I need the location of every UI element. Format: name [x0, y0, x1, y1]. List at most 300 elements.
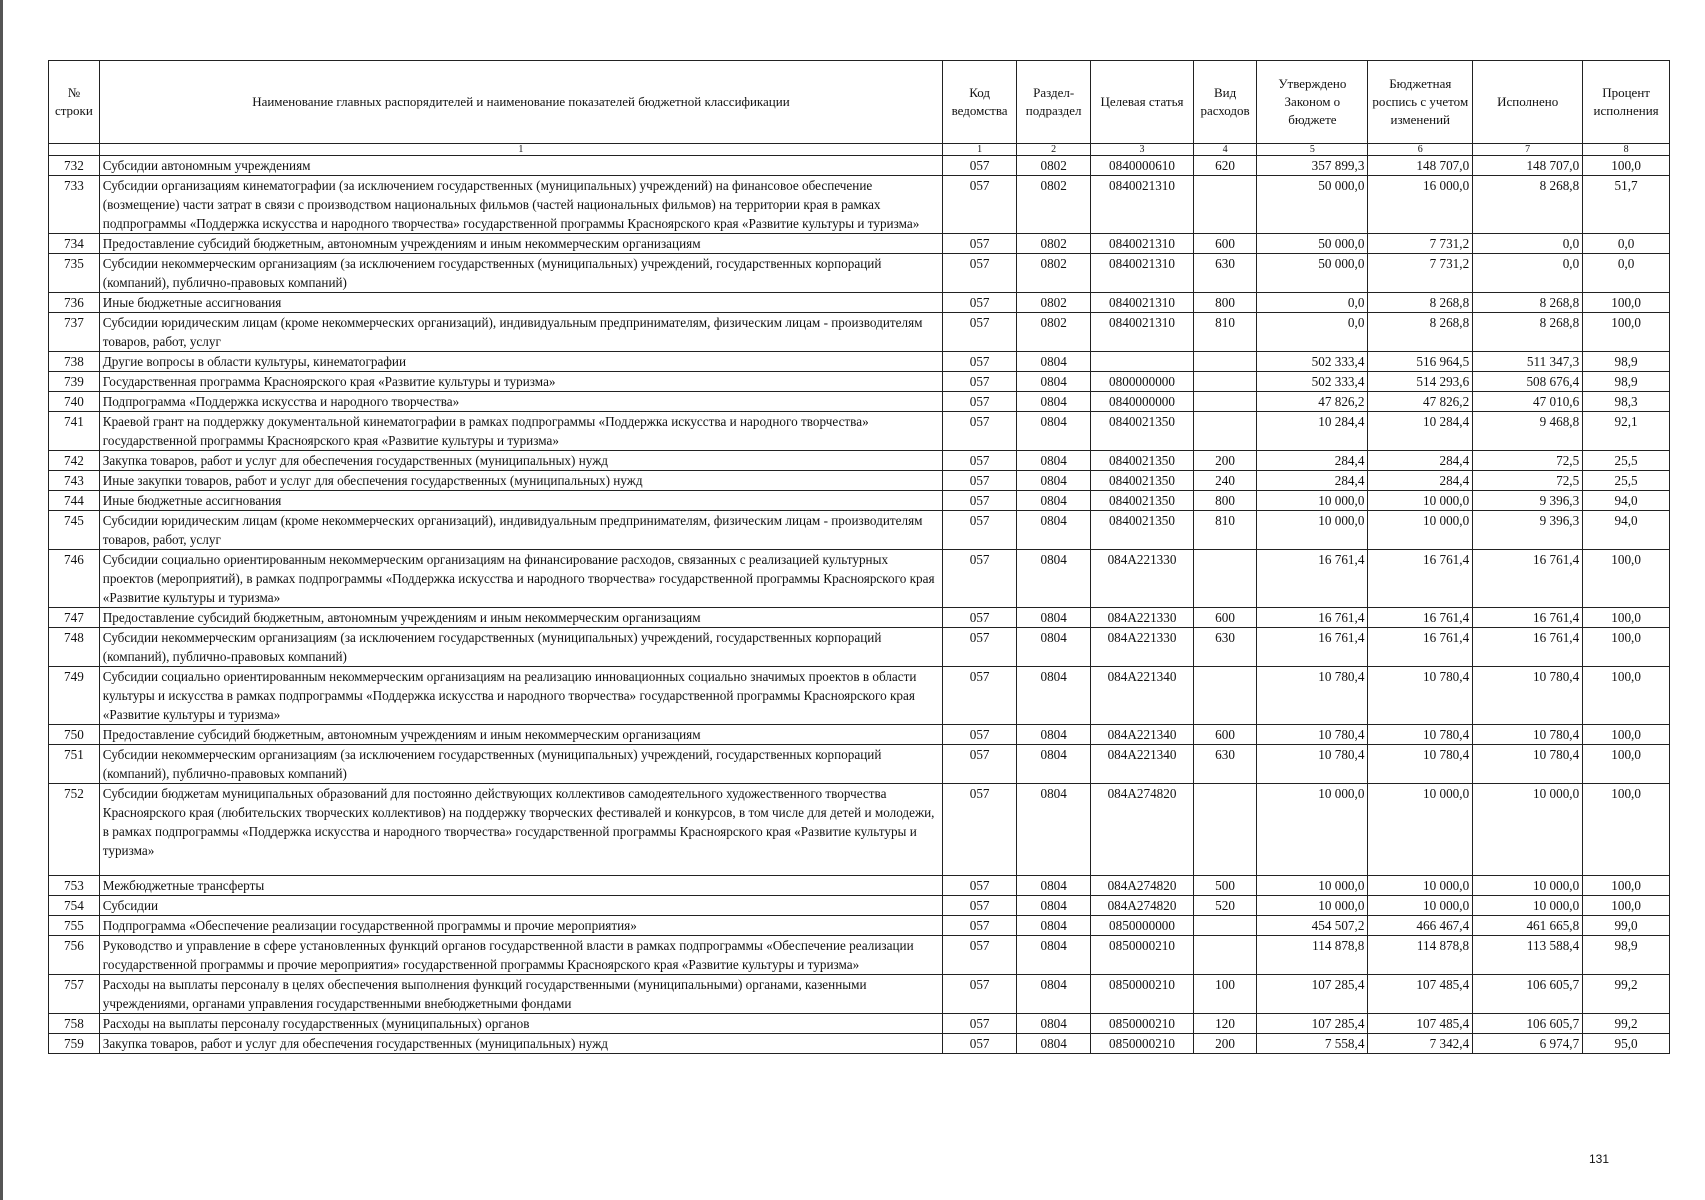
percent-executed: 100,0 — [1583, 745, 1670, 784]
target-article: 0850000210 — [1091, 1014, 1194, 1034]
row-number: 749 — [49, 667, 100, 725]
budget-amount: 10 780,4 — [1368, 745, 1473, 784]
header-cell: Процент исполнения — [1583, 61, 1670, 144]
expense-type: 630 — [1193, 254, 1256, 293]
approved-amount: 284,4 — [1257, 471, 1368, 491]
expense-type: 630 — [1193, 745, 1256, 784]
header-row — [49, 61, 1670, 144]
budget-amount: 8 268,8 — [1368, 293, 1473, 313]
executed-amount: 16 761,4 — [1473, 628, 1583, 667]
dept-code: 057 — [943, 876, 1017, 896]
budget-amount: 7 731,2 — [1368, 254, 1473, 293]
table-row — [49, 628, 1670, 667]
table-row — [49, 293, 1670, 313]
percent-executed: 100,0 — [1583, 667, 1670, 725]
budget-amount: 284,4 — [1368, 471, 1473, 491]
dept-code: 057 — [943, 936, 1017, 975]
column-number: 5 — [1257, 144, 1368, 156]
row-name: Расходы на выплаты персоналу в целях обеспечения выполнения функций государственными (муниципальными) органами, казенными учреждениями, органами управления государственными внебюджетными фондами — [99, 975, 942, 1014]
expense-type — [1193, 784, 1256, 876]
row-name: Подпрограмма «Поддержка искусства и народного творчества» — [99, 392, 942, 412]
percent-executed: 0,0 — [1583, 234, 1670, 254]
executed-amount: 106 605,7 — [1473, 1014, 1583, 1034]
table-row — [49, 176, 1670, 234]
table-row — [49, 156, 1670, 176]
row-number: 754 — [49, 896, 100, 916]
executed-amount: 10 000,0 — [1473, 876, 1583, 896]
table-row — [49, 412, 1670, 451]
dept-code: 057 — [943, 784, 1017, 876]
budget-amount: 8 268,8 — [1368, 313, 1473, 352]
expense-type: 520 — [1193, 896, 1256, 916]
section-code: 0804 — [1017, 725, 1091, 745]
expense-type — [1193, 352, 1256, 372]
budget-amount: 7 731,2 — [1368, 234, 1473, 254]
section-code: 0804 — [1017, 784, 1091, 876]
expense-type: 630 — [1193, 628, 1256, 667]
table-row — [49, 511, 1670, 550]
target-article: 084А221330 — [1091, 628, 1194, 667]
row-number: 743 — [49, 471, 100, 491]
section-code: 0804 — [1017, 412, 1091, 451]
approved-amount: 0,0 — [1257, 293, 1368, 313]
approved-amount: 10 780,4 — [1257, 667, 1368, 725]
dept-code: 057 — [943, 1014, 1017, 1034]
dept-code: 057 — [943, 352, 1017, 372]
executed-amount: 10 000,0 — [1473, 896, 1583, 916]
row-number: 739 — [49, 372, 100, 392]
row-name: Иные бюджетные ассигнования — [99, 293, 942, 313]
budget-amount: 107 485,4 — [1368, 975, 1473, 1014]
executed-amount: 72,5 — [1473, 471, 1583, 491]
percent-executed: 100,0 — [1583, 784, 1670, 876]
section-code: 0804 — [1017, 628, 1091, 667]
row-number: 737 — [49, 313, 100, 352]
target-article: 0840000000 — [1091, 392, 1194, 412]
approved-amount: 10 780,4 — [1257, 725, 1368, 745]
row-name: Субсидии некоммерческим организациям (за исключением государственных (муниципальных) учреждений, государственных корпораций (компаний), публично-правовых компаний) — [99, 745, 942, 784]
table-row — [49, 451, 1670, 471]
row-name: Иные бюджетные ассигнования — [99, 491, 942, 511]
dept-code: 057 — [943, 451, 1017, 471]
target-article: 084А221330 — [1091, 608, 1194, 628]
dept-code: 057 — [943, 491, 1017, 511]
section-code: 0804 — [1017, 936, 1091, 975]
row-number: 735 — [49, 254, 100, 293]
table-row — [49, 896, 1670, 916]
dept-code: 057 — [943, 156, 1017, 176]
row-number: 738 — [49, 352, 100, 372]
target-article: 0840021350 — [1091, 471, 1194, 491]
expense-type: 600 — [1193, 608, 1256, 628]
row-number: 747 — [49, 608, 100, 628]
dept-code: 057 — [943, 550, 1017, 608]
approved-amount: 10 000,0 — [1257, 876, 1368, 896]
dept-code: 057 — [943, 975, 1017, 1014]
executed-amount: 508 676,4 — [1473, 372, 1583, 392]
column-number: 7 — [1473, 144, 1583, 156]
table-row — [49, 667, 1670, 725]
budget-amount: 10 284,4 — [1368, 412, 1473, 451]
row-number: 733 — [49, 176, 100, 234]
target-article: 084А274820 — [1091, 876, 1194, 896]
executed-amount: 10 780,4 — [1473, 667, 1583, 725]
approved-amount: 50 000,0 — [1257, 254, 1368, 293]
percent-executed: 100,0 — [1583, 896, 1670, 916]
expense-type — [1193, 372, 1256, 392]
approved-amount: 50 000,0 — [1257, 176, 1368, 234]
executed-amount: 10 000,0 — [1473, 784, 1583, 876]
section-code: 0804 — [1017, 372, 1091, 392]
expense-type — [1193, 176, 1256, 234]
budget-amount: 16 761,4 — [1368, 628, 1473, 667]
section-code: 0804 — [1017, 916, 1091, 936]
approved-amount: 50 000,0 — [1257, 234, 1368, 254]
section-code: 0804 — [1017, 352, 1091, 372]
table-row — [49, 876, 1670, 896]
section-code: 0804 — [1017, 975, 1091, 1014]
section-code: 0802 — [1017, 176, 1091, 234]
section-code: 0804 — [1017, 471, 1091, 491]
budget-amount: 10 000,0 — [1368, 784, 1473, 876]
row-number: 758 — [49, 1014, 100, 1034]
table-row — [49, 916, 1670, 936]
expense-type — [1193, 550, 1256, 608]
table-row — [49, 550, 1670, 608]
row-name: Субсидии бюджетам муниципальных образований для постоянно действующих коллективов самодеятельного художественного творчества Красноярского края (любительских творческих коллективов) на поддержку творческих фестивалей и конкурсов, в том числе для детей и молодежи, в рамках подпрограммы «Поддержка искусства и народного творчества» государственной программы Красноярского края «Развитие культуры и туризма» — [99, 784, 942, 876]
row-name: Руководство и управление в сфере установленных функций органов государственной власти в рамках подпрограммы «Обеспечение реализации государственной программы и прочие мероприятия» государственной программы Красноярского края «Развитие культуры и туризма» — [99, 936, 942, 975]
executed-amount: 8 268,8 — [1473, 313, 1583, 352]
header-cell: Утверждено Законом о бюджете — [1257, 61, 1368, 144]
header-cell: Исполнено — [1473, 61, 1583, 144]
dept-code: 057 — [943, 412, 1017, 451]
row-number: 744 — [49, 491, 100, 511]
approved-amount: 357 899,3 — [1257, 156, 1368, 176]
percent-executed: 95,0 — [1583, 1034, 1670, 1054]
approved-amount: 47 826,2 — [1257, 392, 1368, 412]
target-article: 0840021310 — [1091, 234, 1194, 254]
row-name: Субсидии юридическим лицам (кроме некоммерческих организаций), индивидуальным предпринимателям, физическим лицам - производителям товаров, работ, услуг — [99, 511, 942, 550]
budget-amount: 7 342,4 — [1368, 1034, 1473, 1054]
section-code: 0804 — [1017, 667, 1091, 725]
row-number: 741 — [49, 412, 100, 451]
target-article: 0840021310 — [1091, 313, 1194, 352]
percent-executed: 100,0 — [1583, 293, 1670, 313]
executed-amount: 461 665,8 — [1473, 916, 1583, 936]
row-number: 759 — [49, 1034, 100, 1054]
executed-amount: 148 707,0 — [1473, 156, 1583, 176]
row-number: 736 — [49, 293, 100, 313]
target-article: 084А221340 — [1091, 725, 1194, 745]
column-number-row — [49, 144, 1670, 156]
percent-executed: 100,0 — [1583, 725, 1670, 745]
budget-amount: 514 293,6 — [1368, 372, 1473, 392]
table-row — [49, 1014, 1670, 1034]
budget-amount: 10 000,0 — [1368, 511, 1473, 550]
header-cell: Наименование главных распорядителей и наименование показателей бюджетной классификации — [99, 61, 942, 144]
row-name: Государственная программа Красноярского края «Развитие культуры и туризма» — [99, 372, 942, 392]
percent-executed: 100,0 — [1583, 550, 1670, 608]
table-row — [49, 471, 1670, 491]
target-article: 0850000000 — [1091, 916, 1194, 936]
percent-executed: 51,7 — [1583, 176, 1670, 234]
row-number: 750 — [49, 725, 100, 745]
target-article — [1091, 352, 1194, 372]
row-name: Подпрограмма «Обеспечение реализации государственной программы и прочие мероприятия» — [99, 916, 942, 936]
percent-executed: 98,9 — [1583, 936, 1670, 975]
dept-code: 057 — [943, 628, 1017, 667]
percent-executed: 100,0 — [1583, 608, 1670, 628]
approved-amount: 10 000,0 — [1257, 491, 1368, 511]
budget-amount: 516 964,5 — [1368, 352, 1473, 372]
table-row — [49, 784, 1670, 876]
target-article: 0850000210 — [1091, 1034, 1194, 1054]
expense-type — [1193, 916, 1256, 936]
expense-type: 800 — [1193, 491, 1256, 511]
dept-code: 057 — [943, 745, 1017, 784]
target-article: 0800000000 — [1091, 372, 1194, 392]
percent-executed: 98,9 — [1583, 372, 1670, 392]
section-code: 0804 — [1017, 1014, 1091, 1034]
dept-code: 057 — [943, 254, 1017, 293]
budget-amount: 466 467,4 — [1368, 916, 1473, 936]
row-number: 753 — [49, 876, 100, 896]
table-row — [49, 725, 1670, 745]
approved-amount: 10 000,0 — [1257, 511, 1368, 550]
row-name: Субсидии автономным учреждениям — [99, 156, 942, 176]
table-row — [49, 313, 1670, 352]
dept-code: 057 — [943, 896, 1017, 916]
budget-amount: 16 761,4 — [1368, 608, 1473, 628]
percent-executed: 98,9 — [1583, 352, 1670, 372]
target-article: 0840000610 — [1091, 156, 1194, 176]
dept-code: 057 — [943, 372, 1017, 392]
budget-amount: 47 826,2 — [1368, 392, 1473, 412]
executed-amount: 16 761,4 — [1473, 550, 1583, 608]
dept-code: 057 — [943, 293, 1017, 313]
row-number: 752 — [49, 784, 100, 876]
expense-type: 200 — [1193, 1034, 1256, 1054]
budget-amount: 148 707,0 — [1368, 156, 1473, 176]
percent-executed: 100,0 — [1583, 876, 1670, 896]
expense-type: 810 — [1193, 511, 1256, 550]
budget-amount: 10 780,4 — [1368, 725, 1473, 745]
section-code: 0804 — [1017, 608, 1091, 628]
expense-type — [1193, 392, 1256, 412]
target-article: 0840021350 — [1091, 451, 1194, 471]
expense-type — [1193, 667, 1256, 725]
row-number: 740 — [49, 392, 100, 412]
executed-amount: 106 605,7 — [1473, 975, 1583, 1014]
target-article: 0840021350 — [1091, 511, 1194, 550]
budget-amount: 114 878,8 — [1368, 936, 1473, 975]
target-article: 084А221340 — [1091, 667, 1194, 725]
table-row — [49, 491, 1670, 511]
column-number: 6 — [1368, 144, 1473, 156]
expense-type: 120 — [1193, 1014, 1256, 1034]
percent-executed: 99,2 — [1583, 1014, 1670, 1034]
executed-amount: 9 396,3 — [1473, 511, 1583, 550]
executed-amount: 6 974,7 — [1473, 1034, 1583, 1054]
target-article: 084А221340 — [1091, 745, 1194, 784]
approved-amount: 16 761,4 — [1257, 608, 1368, 628]
row-name: Предоставление субсидий бюджетным, автономным учреждениям и иным некоммерческим организациям — [99, 725, 942, 745]
expense-type: 800 — [1193, 293, 1256, 313]
table-row — [49, 975, 1670, 1014]
dept-code: 057 — [943, 725, 1017, 745]
row-number: 742 — [49, 451, 100, 471]
target-article: 084А221330 — [1091, 550, 1194, 608]
approved-amount: 454 507,2 — [1257, 916, 1368, 936]
percent-executed: 98,3 — [1583, 392, 1670, 412]
target-article: 084А274820 — [1091, 784, 1194, 876]
dept-code: 057 — [943, 176, 1017, 234]
executed-amount: 16 761,4 — [1473, 608, 1583, 628]
dept-code: 057 — [943, 608, 1017, 628]
section-code: 0804 — [1017, 550, 1091, 608]
approved-amount: 107 285,4 — [1257, 1014, 1368, 1034]
section-code: 0802 — [1017, 234, 1091, 254]
target-article: 0840021310 — [1091, 254, 1194, 293]
expense-type — [1193, 412, 1256, 451]
row-name: Субсидии некоммерческим организациям (за исключением государственных (муниципальных) учреждений, государственных корпораций (компаний), публично-правовых компаний) — [99, 254, 942, 293]
row-name: Субсидии — [99, 896, 942, 916]
approved-amount: 10 284,4 — [1257, 412, 1368, 451]
percent-executed: 99,2 — [1583, 975, 1670, 1014]
section-code: 0804 — [1017, 511, 1091, 550]
row-name: Субсидии социально ориентированным некоммерческим организациям на финансирование расходов, связанных с реализацией культурных проектов (мероприятий), в рамках подпрограммы «Поддержка искусства и народного творчества» государственной программы Красноярского края «Развитие культуры и туризма» — [99, 550, 942, 608]
executed-amount: 8 268,8 — [1473, 293, 1583, 313]
percent-executed: 99,0 — [1583, 916, 1670, 936]
row-number: 748 — [49, 628, 100, 667]
column-number: 3 — [1091, 144, 1194, 156]
header-cell: Раздел-подраздел — [1017, 61, 1091, 144]
percent-executed: 92,1 — [1583, 412, 1670, 451]
column-number: 2 — [1017, 144, 1091, 156]
target-article: 0840021310 — [1091, 176, 1194, 234]
section-code: 0804 — [1017, 1034, 1091, 1054]
expense-type: 500 — [1193, 876, 1256, 896]
budget-amount: 10 000,0 — [1368, 876, 1473, 896]
row-name: Субсидии юридическим лицам (кроме некоммерческих организаций), индивидуальным предпринимателям, физическим лицам - производителям товаров, работ, услуг — [99, 313, 942, 352]
row-number: 734 — [49, 234, 100, 254]
expense-type: 100 — [1193, 975, 1256, 1014]
table-row — [49, 1034, 1670, 1054]
percent-executed: 25,5 — [1583, 471, 1670, 491]
approved-amount: 502 333,4 — [1257, 352, 1368, 372]
percent-executed: 100,0 — [1583, 628, 1670, 667]
section-code: 0802 — [1017, 293, 1091, 313]
budget-amount: 16 761,4 — [1368, 550, 1473, 608]
section-code: 0804 — [1017, 491, 1091, 511]
row-name: Закупка товаров, работ и услуг для обеспечения государственных (муниципальных) нужд — [99, 1034, 942, 1054]
percent-executed: 100,0 — [1583, 313, 1670, 352]
executed-amount: 72,5 — [1473, 451, 1583, 471]
dept-code: 057 — [943, 1034, 1017, 1054]
approved-amount: 10 000,0 — [1257, 896, 1368, 916]
approved-amount: 284,4 — [1257, 451, 1368, 471]
table-row — [49, 234, 1670, 254]
row-name: Субсидии организациям кинематографии (за исключением государственных (муниципальных) учреждений) на финансовое обеспечение (возмещение) части затрат в связи с производством национальных фильмов (частей национальных фильмов) на территории края в рамках подпрограммы «Поддержка искусства и народного творчества» государственной программы Красноярского края «Развитие культуры и туризма» — [99, 176, 942, 234]
row-name: Иные закупки товаров, работ и услуг для обеспечения государственных (муниципальных) нужд — [99, 471, 942, 491]
section-code: 0804 — [1017, 896, 1091, 916]
column-number: 1 — [99, 144, 942, 156]
budget-amount: 10 780,4 — [1368, 667, 1473, 725]
budget-amount: 10 000,0 — [1368, 491, 1473, 511]
table-row — [49, 936, 1670, 975]
expense-type: 620 — [1193, 156, 1256, 176]
row-name: Межбюджетные трансферты — [99, 876, 942, 896]
budget-amount: 284,4 — [1368, 451, 1473, 471]
row-number: 755 — [49, 916, 100, 936]
header-cell: Целевая статья — [1091, 61, 1194, 144]
table-row — [49, 608, 1670, 628]
approved-amount: 16 761,4 — [1257, 550, 1368, 608]
header-cell: № строки — [49, 61, 100, 144]
expense-type: 600 — [1193, 234, 1256, 254]
expense-type: 240 — [1193, 471, 1256, 491]
column-number — [49, 144, 100, 156]
dept-code: 057 — [943, 511, 1017, 550]
budget-amount: 107 485,4 — [1368, 1014, 1473, 1034]
executed-amount: 9 468,8 — [1473, 412, 1583, 451]
column-number: 1 — [943, 144, 1017, 156]
approved-amount: 10 000,0 — [1257, 784, 1368, 876]
expense-type — [1193, 936, 1256, 975]
target-article: 0840021350 — [1091, 412, 1194, 451]
section-code: 0802 — [1017, 254, 1091, 293]
executed-amount: 10 780,4 — [1473, 745, 1583, 784]
expense-type: 600 — [1193, 725, 1256, 745]
row-name: Закупка товаров, работ и услуг для обеспечения государственных (муниципальных) нужд — [99, 451, 942, 471]
page-number: 131 — [1589, 1152, 1610, 1166]
row-name: Расходы на выплаты персоналу государственных (муниципальных) органов — [99, 1014, 942, 1034]
budget-amount: 16 000,0 — [1368, 176, 1473, 234]
table-row — [49, 745, 1670, 784]
dept-code: 057 — [943, 392, 1017, 412]
expense-type: 200 — [1193, 451, 1256, 471]
target-article: 0850000210 — [1091, 936, 1194, 975]
column-number: 4 — [1193, 144, 1256, 156]
approved-amount: 0,0 — [1257, 313, 1368, 352]
table-row — [49, 372, 1670, 392]
dept-code: 057 — [943, 667, 1017, 725]
executed-amount: 0,0 — [1473, 234, 1583, 254]
executed-amount: 47 010,6 — [1473, 392, 1583, 412]
table-body — [49, 156, 1670, 1054]
approved-amount: 114 878,8 — [1257, 936, 1368, 975]
row-name: Субсидии некоммерческим организациям (за исключением государственных (муниципальных) учреждений, государственных корпораций (компаний), публично-правовых компаний) — [99, 628, 942, 667]
scan-edge — [0, 0, 3, 1200]
target-article: 0840021310 — [1091, 293, 1194, 313]
budget-amount: 10 000,0 — [1368, 896, 1473, 916]
row-number: 757 — [49, 975, 100, 1014]
dept-code: 057 — [943, 916, 1017, 936]
executed-amount: 9 396,3 — [1473, 491, 1583, 511]
row-number: 756 — [49, 936, 100, 975]
row-number: 751 — [49, 745, 100, 784]
row-name: Предоставление субсидий бюджетным, автономным учреждениям и иным некоммерческим организациям — [99, 608, 942, 628]
dept-code: 057 — [943, 313, 1017, 352]
percent-executed: 94,0 — [1583, 511, 1670, 550]
header-cell: Код ведомства — [943, 61, 1017, 144]
expense-type: 810 — [1193, 313, 1256, 352]
budget-table — [48, 60, 1670, 1054]
approved-amount: 16 761,4 — [1257, 628, 1368, 667]
row-number: 745 — [49, 511, 100, 550]
section-code: 0804 — [1017, 451, 1091, 471]
target-article: 0840021350 — [1091, 491, 1194, 511]
